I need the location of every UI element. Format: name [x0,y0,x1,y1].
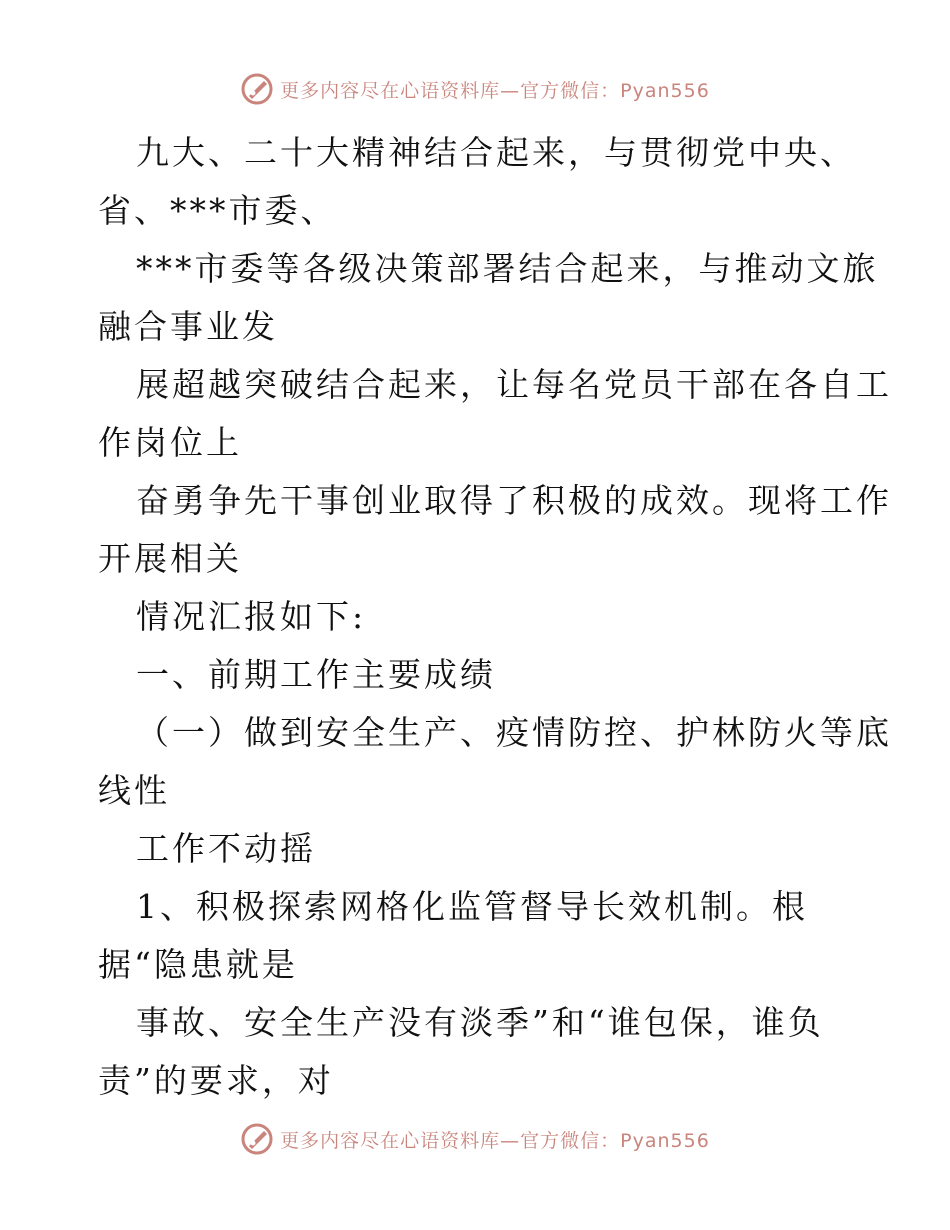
text-line: 奋勇争先干事创业取得了积极的成效。现将工作 [136,481,892,520]
text-line: 责”的要求，对 [98,1061,334,1100]
watermark-text: 更多内容尽在心语资料库—官方微信：Pyan556 [280,1129,710,1152]
watermark-footer [0,1122,950,1156]
watermark-text: 更多内容尽在心语资料库—官方微信：Pyan556 [280,79,710,102]
text-line: 融合事业发 [98,307,278,346]
watermark-logo-icon [240,72,274,106]
text-line: ***市委等各级决策部署结合起来，与推动文旅 [136,249,879,288]
text-line: 情况汇报如下: [136,597,367,636]
text-line: 线性 [98,771,170,810]
watermark-logo-icon [240,1122,274,1156]
text-line: 展超越突破结合起来，让每名党员干部在各自工 [136,365,892,404]
text-line: 省、***市委、 [98,191,337,230]
text-line: 九大、二十大精神结合起来，与贯彻党中央、 [136,133,856,172]
text-line: 事故、安全生产没有淡季”和“谁包保，谁负 [136,1003,824,1042]
text-line: 工作不动摇 [136,829,316,868]
text-line: 开展相关 [98,539,242,578]
document-body [98,124,892,1110]
text-line: 1、积极探索网格化监管督导长效机制。根 [136,887,808,926]
text-line: （一）做到安全生产、疫情防控、护林防火等底 [136,713,892,752]
text-line: 据“隐患就是 [98,945,298,984]
watermark-header [0,72,950,106]
text-line: 作岗位上 [98,423,242,462]
text-line: 一、前期工作主要成绩 [136,655,496,694]
